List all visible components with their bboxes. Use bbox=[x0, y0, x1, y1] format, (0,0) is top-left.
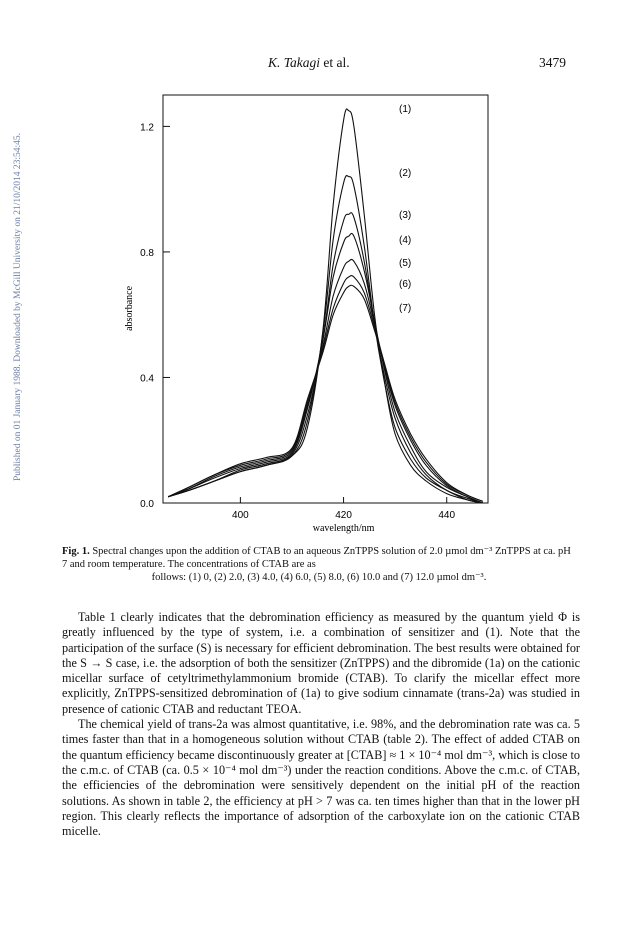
spectra-curves bbox=[168, 109, 483, 503]
x-tick-label: 420 bbox=[335, 510, 352, 521]
series-label: (6) bbox=[399, 279, 412, 290]
spectrum-line-4 bbox=[168, 233, 483, 503]
series-label: (7) bbox=[399, 303, 412, 314]
x-tick-label: 440 bbox=[438, 510, 456, 521]
x-tick-label: 400 bbox=[232, 510, 249, 521]
paragraph-2: The chemical yield of trans-2a was almost quantitative, i.e. 98%, and the debromination rate was ca. 5 times faster than that in a homogeneous solution without CTAB (table 2). The effect of added CTAB on the quantum efficiency became discontinuously greater at [CTAB] ≈ 1 × 10⁻⁴ mol dm⁻³, which is close to the c.m.c. of CTAB (ca. 0.5 × 10⁻⁴ mol dm⁻³) under the reaction conditions. Above the c.m.c. of CTAB, the efficiencies of the debromination were sensitively dependent on the initial pH of the reaction solutions. As shown in table 2, the efficiency at pH > 7 was ca. ten times higher than that in the lower pH region. This clearly reflects the importance of adsorption of the carboxylate ion on the cationic CTAB micelle. bbox=[62, 717, 580, 839]
y-tick-label: 0.0 bbox=[140, 499, 154, 510]
series-label: (2) bbox=[399, 168, 412, 179]
spectrum-line-1 bbox=[168, 109, 483, 503]
series-labels bbox=[399, 104, 411, 314]
y-tick-label: 0.4 bbox=[140, 373, 154, 385]
y-tick-label: 0.8 bbox=[140, 247, 154, 259]
spectrum-line-5 bbox=[168, 259, 483, 503]
caption-line-2: follows: (1) 0, (2) 2.0, (3) 4.0, (4) 6.0, (5) 8.0, (6) 10.0 and (7) 12.0 µmol dm⁻³. bbox=[151, 572, 487, 583]
spectrum-line-7 bbox=[168, 285, 483, 501]
series-label: (1) bbox=[399, 104, 412, 115]
series-label: (5) bbox=[399, 258, 412, 269]
download-notice: Published on 01 January 1988. Downloaded by McGill University on 21/10/2014 23:54:45. bbox=[13, 132, 23, 482]
series-label: (4) bbox=[399, 235, 412, 246]
series-label: (3) bbox=[399, 210, 412, 221]
spectrum-line-3 bbox=[168, 213, 483, 503]
y-tick-label: 1.2 bbox=[140, 122, 154, 134]
body-text bbox=[62, 610, 580, 839]
caption-line-1: Spectral changes upon the addition of CTAB to an aqueous ZnTPPS solution of 2.0 µmol dm⁻³ ZnTPPS at ca. pH 7 and room temperature. The concentrations of CTAB are as bbox=[62, 546, 571, 570]
figure-label: Fig. 1. bbox=[62, 546, 90, 557]
paragraph-1: Table 1 clearly indicates that the debromination efficiency as measured by the quantum yield Φ is greatly influenced by the type of system, i.e. a combination of sensitizer and (1). Note that the participation of the surface (S) is necessary for efficient debromination. The best results were obtained for the S → S case, i.e. the adsorption of both the sensitizer (ZnTPPS) and the dibromide (1a) on the cationic micellar surface of cetyltrimethylammonium bromide (CTAB). To clarify the micellar effect more explicitly, ZnTPPS-sensitized debromination of (1a) to give sodium cinnamate (trans-2a) was studied in presence of cationic CTAB and reductant TEOA. bbox=[62, 610, 580, 716]
x-axis-label: wavelength/nm bbox=[312, 523, 375, 534]
author-name: K. Takagi bbox=[268, 55, 321, 70]
y-axis-label: absorbance bbox=[124, 285, 135, 331]
page-number: 3479 bbox=[539, 55, 566, 70]
et-al: et al. bbox=[320, 55, 350, 70]
figure-caption bbox=[62, 545, 576, 584]
